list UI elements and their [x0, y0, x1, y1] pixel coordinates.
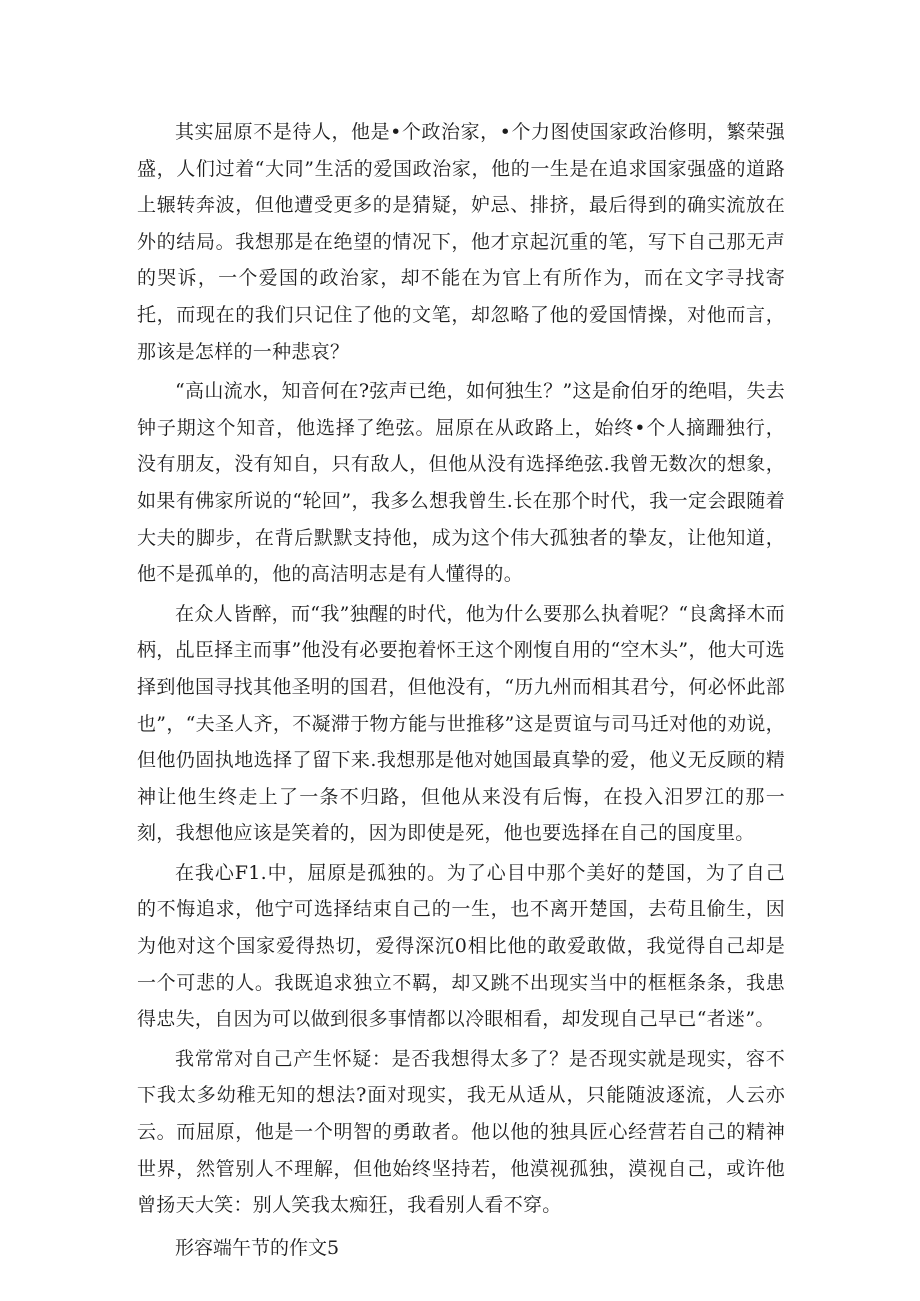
- document-body: [137, 114, 785, 1266]
- paragraph-1: 其实屈原不是待人，他是•个政治家，•个力图使国家政治修明，繁荣强盛，人们过着“大同”生活的爱国政治家，他的一生是在追求国家强盛的道路上辗转奔波，但他遭受更多的是猜疑，妒忌、排挤，最后得到的确实流放在外的结局。我想那是在绝望的情况下，他才京起沉重的笔，写下自己那无声的哭诉，一个爱国的政治家，却不能在为官上有所作为，而在文字寻找寄托，而现在的我们只记住了他的文笔，却忽略了他的爱国情操，对他而言，那该是怎样的一种悲哀？: [137, 121, 785, 363]
- paragraph-4: 在我心F1.中，屈原是孤独的。为了心目中那个美好的楚国，为了自己的不悔追求，他宁可选择结束自己的一生，也不离开楚国，去苟且偷生，因为他对这个国家爱得热切，爱得深沉0相比他的敢爱敢做，我觉得自己却是一个可悲的人。我既追求独立不羁，却又跳不出现实当中的框框条条，我患得忠失，自因为可以做到很多事情都以冷眼相看，却发现自己早已“者迷”。: [137, 861, 785, 1031]
- section-heading: 形容端午节的作文5: [175, 1236, 340, 1259]
- paragraph-3: 在众人皆醉，而“我”独醒的时代，他为什么要那么执着呢？“良禽择木而柄，乩臣择主而事”他没有必要抱着怀王这个刚愎自用的“空木头”，他大可选择到他国寻找其他圣明的国君，但他没有，“历九州而相其君兮，何必怀此部也”，“夫圣人齐，不凝滞于物方能与世推移”这是贾谊与司马迁对他的劝说，但他仍固执地选择了留下来.我想那是他对她国最真挚的爱，他义无反顾的精神让他生终走上了一条不归路，但他从来没有后悔，在投入汨罗江的那一刻，我想他应该是笑着的，因为即使是死，他也要选择在自己的国度里。: [137, 602, 785, 845]
- paragraph-5: 我常常对自己产生怀疑：是否我想得太多了？是否现实就是现实，容不下我太多幼稚无知的想法?面对现实，我无从适从，只能随波逐流，人云亦云。而屈原，他是一个明智的勇敢者。他以他的独具匠心经营若自己的精神世界，然管别人不理解，但他始终坚持若，他漠视孤独，漠视自己，或许他曾扬天大笑：别人笑我太痴狂，我看别人看不穿。: [137, 1047, 785, 1217]
- paragraph-2: “高山流水，知音何在?弦声已绝，如何独生？”这是俞伯牙的绝唱，失去钟子期这个知音，他选择了绝弦。屈原在从政路上，始终•个人摘跚独行，没有朋友，没有知自，只有敌人，但他从没有选择绝弦.我曾无数次的想象，如果有佛家所说的“轮回”，我多么想我曾生.长在那个时代，我一定会跟随着大夫的脚步，在背后默默支持他，成为这个伟大孤独者的挚友，让他知道，他不是孤单的，他的高洁明志是有人懂得的。: [137, 380, 785, 586]
